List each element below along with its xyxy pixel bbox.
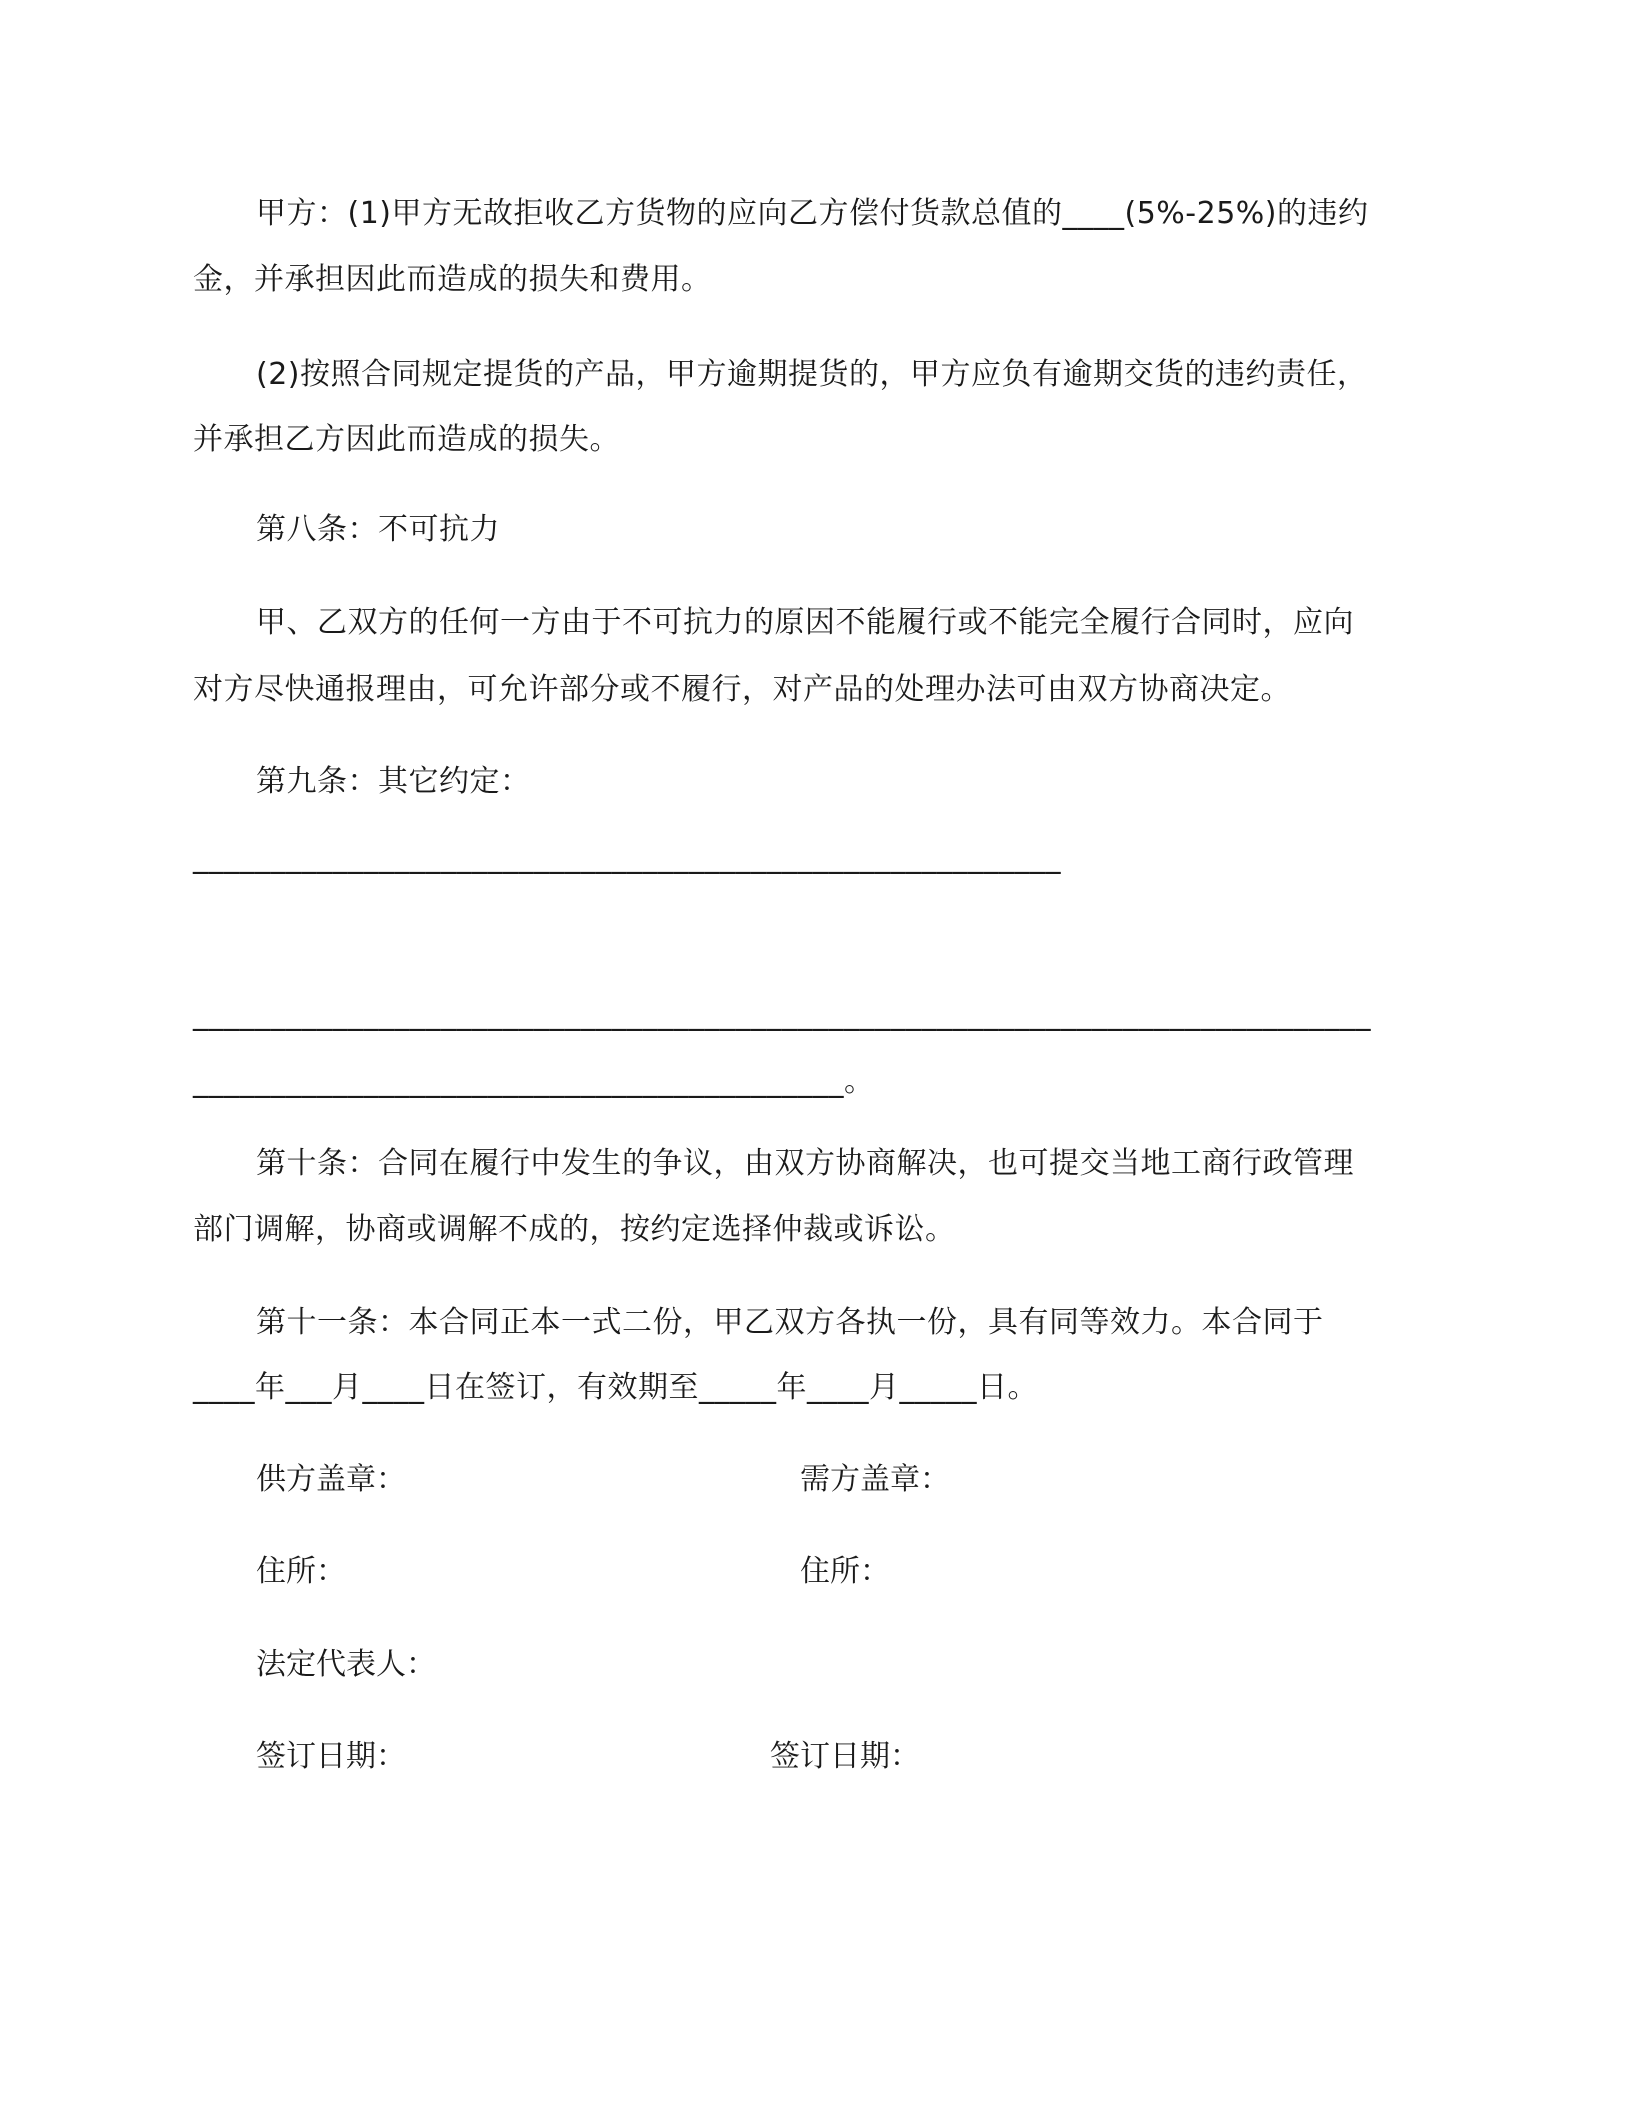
article-10-line1: 第十条：合同在履行中发生的争议，由双方协商解决，也可提交当地工商行政管理 — [256, 1146, 1354, 1181]
article-10-line2: 部门调解，协商或调解不成的，按约定选择仲裁或诉讼。 — [193, 1212, 956, 1247]
paragraph-party-a-penalty-line1: 甲方：(1)甲方无故拒收乙方货物的应向乙方偿付货款总值的____(5%-25%)的违约 — [256, 196, 1369, 231]
buyer-address-label: 住所： — [800, 1554, 890, 1589]
legal-representative-label: 法定代表人： — [256, 1647, 436, 1682]
paragraph-force-majeure-line1: 甲、乙双方的任何一方由于不可抗力的原因不能履行或不能完全履行合同时，应向 — [256, 605, 1354, 640]
supplier-address-label: 住所： — [256, 1554, 346, 1589]
paragraph-party-a-penalty-line2: 金，并承担因此而造成的损失和费用。 — [193, 262, 712, 297]
paragraph-late-pickup-line2: 并承担乙方因此而造成的损失。 — [193, 422, 620, 457]
article-9-heading: 第九条：其它约定： — [256, 764, 531, 799]
supplier-sign-date-label: 签订日期： — [256, 1739, 406, 1774]
article-8-heading: 第八条：不可抗力 — [256, 512, 500, 547]
blank-line-1: ________________________________________________________ — [193, 840, 1061, 875]
article-11-line2: ____年___月____日在签订，有效期至_____年____月_____日。 — [193, 1370, 1038, 1405]
paragraph-force-majeure-line2: 对方尽快通报理由，可允许部分或不履行，对产品的处理办法可由双方协商决定。 — [193, 672, 1291, 707]
buyer-sign-date-label: 签订日期： — [770, 1739, 920, 1774]
buyer-seal-label: 需方盖章： — [800, 1462, 950, 1497]
article-11-line1: 第十一条：本合同正本一式二份，甲乙双方各执一份，具有同等效力。本合同于 — [256, 1305, 1324, 1340]
blank-line-3: __________________________________________。 — [193, 1064, 875, 1099]
supplier-seal-label: 供方盖章： — [256, 1462, 406, 1497]
paragraph-late-pickup-line1: (2)按照合同规定提货的产品，甲方逾期提货的，甲方应负有逾期交货的违约责任， — [256, 357, 1368, 392]
blank-line-2: ____________________________________________________________________________ — [193, 997, 1371, 1032]
